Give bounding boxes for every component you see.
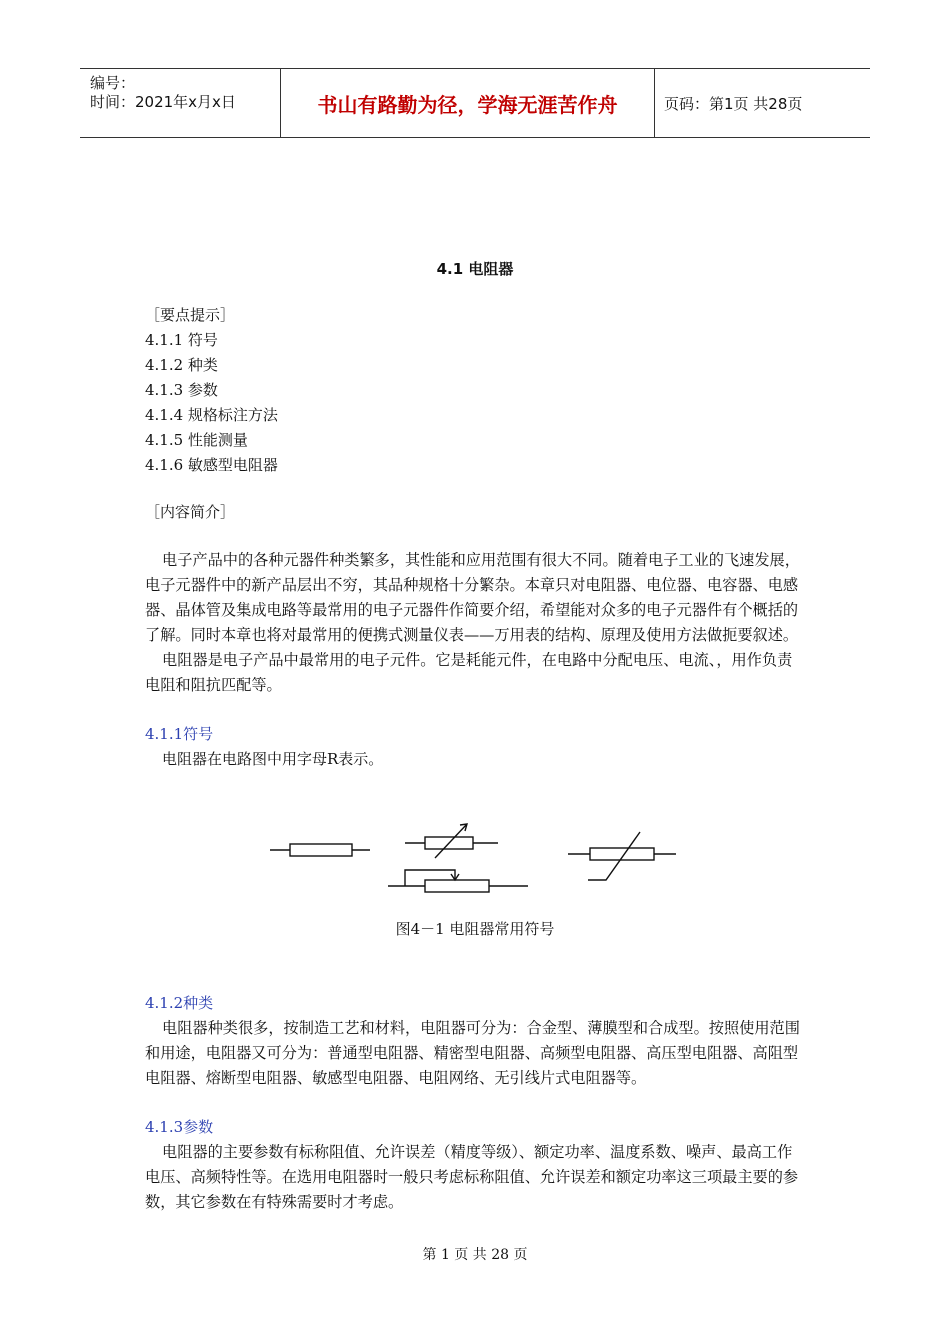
s3-body bbox=[145, 1140, 805, 1215]
intro-heading: ［内容简介］ bbox=[145, 503, 236, 521]
outline-item: 4.1.3 参数 bbox=[145, 381, 218, 399]
header-meta bbox=[80, 69, 281, 137]
outline-heading: ［要点提示］ bbox=[145, 306, 236, 324]
fixed-resistor-symbol bbox=[270, 844, 370, 856]
s2-body bbox=[145, 1016, 805, 1091]
s2-heading: 4.1.2种类 bbox=[145, 994, 214, 1012]
intro-paragraph-1: 电子产品中的各种元器件种类繁多，其性能和应用范围有很大不同。随着电子工业的飞速发展，电子元器件中的新产品层出不穷，其品种规格十分繁杂。本章只对电阻器、电位器、电容器、电感器、晶体管及集成电路等最常用的电子元器件作简要介绍，希望能对众多的电子元器件有个概括的了解。同时本章也将对最常用的便携式测量仪表——万用表的结构、原理及使用方法做扼要叙述。 bbox=[145, 551, 800, 644]
figure-caption: 图4－1 电阻器常用符号 bbox=[395, 920, 555, 938]
outline-item: 4.1.6 敏感型电阻器 bbox=[145, 456, 278, 474]
outline-item: 4.1.1 符号 bbox=[145, 331, 218, 349]
page-header bbox=[80, 68, 870, 138]
outline-item: 4.1.4 规格标注方法 bbox=[145, 406, 278, 424]
resistor-symbols-figure bbox=[260, 810, 690, 900]
motto: 书山有路勤为径，学海无涯苦作舟 bbox=[281, 69, 655, 137]
variable-resistor-symbol bbox=[405, 824, 498, 858]
intro-body bbox=[145, 548, 805, 698]
section-title: 4.1 电阻器 bbox=[436, 260, 514, 278]
s3-heading: 4.1.3参数 bbox=[145, 1118, 214, 1136]
s1-heading: 4.1.1符号 bbox=[145, 725, 214, 743]
outline-item: 4.1.2 种类 bbox=[145, 356, 218, 374]
s1-text: 电阻器在电路图中用字母R表示。 bbox=[162, 750, 384, 768]
number-label: 编号： bbox=[90, 74, 136, 92]
s2-text: 电阻器种类很多，按制造工艺和材料，电阻器可分为：合金型、薄膜型和合成型。按照使用范围和用途，电阻器又可分为：普通型电阻器、精密型电阻器、高频型电阻器、高压型电阻器、高阻型电阻器、熔断型电阻器、敏感型电阻器、电阻网络、无引线片式电阻器等。 bbox=[145, 1019, 800, 1087]
page-info: 页码：第1页 共28页 bbox=[664, 94, 803, 113]
potentiometer-symbol bbox=[388, 870, 528, 892]
date-label: 时间：2021年x月x日 bbox=[90, 93, 236, 111]
outline-item: 4.1.5 性能测量 bbox=[145, 431, 248, 449]
intro-paragraph-2: 电阻器是电子产品中最常用的电子元件。它是耗能元件，在电路中分配电压、电流、，用作负责电阻和阻抗匹配等。 bbox=[145, 651, 793, 694]
page-footer: 第 1 页 共 28 页 bbox=[422, 1247, 528, 1263]
sensitive-resistor-symbol bbox=[568, 832, 676, 880]
s3-text: 电阻器的主要参数有标称阻值、允许误差（精度等级）、额定功率、温度系数、噪声、最高工作电压、高频特性等。在选用电阻器时一般只考虑标称阻值、允许误差和额定功率这三项最主要的参数，其它参数在有特殊需要时才考虑。 bbox=[145, 1143, 799, 1211]
